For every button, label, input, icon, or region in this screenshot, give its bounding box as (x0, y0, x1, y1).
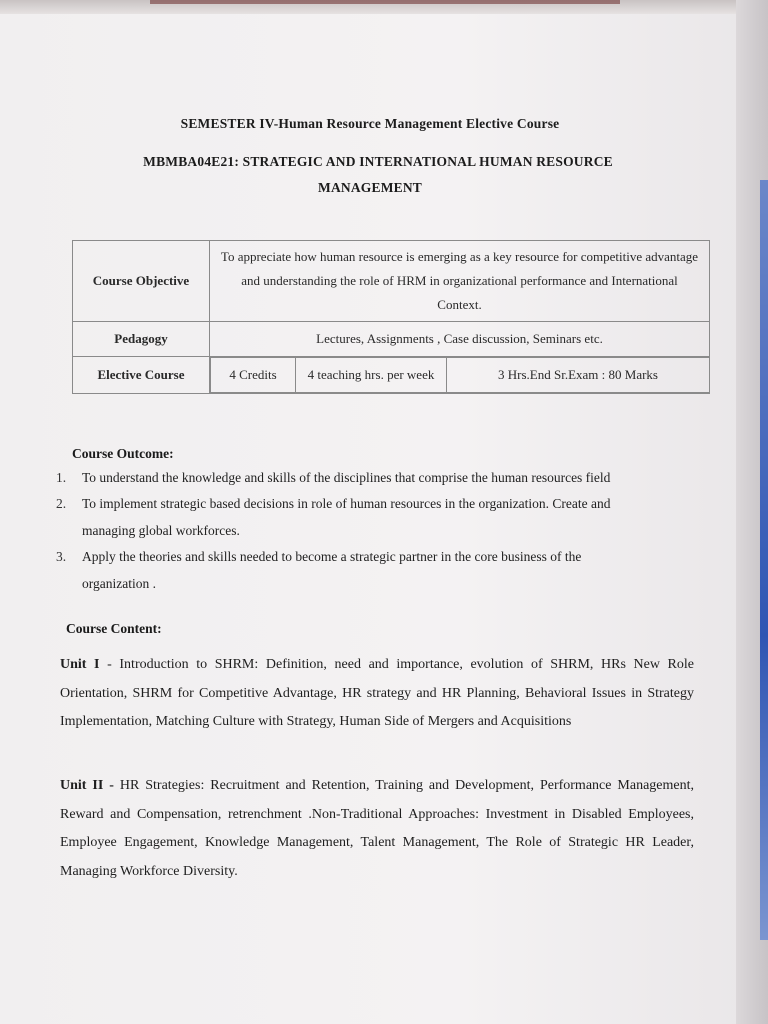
unit-paragraph (60, 651, 694, 737)
blue-cover-strip (760, 180, 768, 940)
unit-label: Unit II - (60, 778, 114, 793)
objective-text: To appreciate how human resource is emerging as a key resource for competitive advantage and understanding the role of HRM in organizational performance and International Context. (210, 241, 710, 322)
pedagogy-text: Lectures, Assignments , Case discussion, Seminars etc. (210, 322, 710, 357)
teaching-hours-cell: 4 teaching hrs. per week (296, 358, 447, 393)
course-code-heading: MBMBA04E21: STRATEGIC AND INTERNATIONAL HUMAN RESOURCE (143, 154, 613, 169)
course-content-title: Course Content: (66, 621, 162, 636)
outcome-text: To understand the knowledge and skills of the disciplines that comprise the human resources field (82, 470, 611, 485)
elective-details (210, 357, 710, 394)
elective-label: Elective Course (73, 357, 210, 394)
outcome-text-continuation: managing global workforces. (82, 523, 240, 538)
outcome-number: 2. (56, 496, 67, 511)
unit-label: Unit I (60, 657, 100, 672)
unit-text: - Introduction to SHRM: Definition, need and importance, evolution of SHRM, HRs New Role Orientation, SHRM for Competitive Advantage, HR strategy and HR Planning, Behavioral Issues in Strategy Implementation, Matching Culture with Strategy, Human Side of Mergers and Acquisitions (60, 657, 694, 729)
credits-cell: 4 Credits (211, 358, 296, 393)
table-row (73, 322, 710, 357)
outcome-text-continuation: organization . (82, 576, 156, 591)
table-row (73, 241, 710, 322)
objective-label: Course Objective (73, 241, 210, 322)
outcome-number: 3. (56, 549, 67, 564)
course-info-table (72, 240, 710, 394)
outcome-item (56, 464, 720, 491)
outcome-item (56, 490, 720, 544)
outcome-number: 1. (56, 470, 67, 485)
table-row (73, 357, 710, 394)
course-title-continuation: MANAGEMENT (318, 180, 422, 195)
course-outcome-title: Course Outcome: (72, 446, 174, 461)
elective-details-table (210, 357, 709, 393)
exam-cell: 3 Hrs.End Sr.Exam : 80 Marks (447, 358, 710, 393)
unit-paragraph (60, 772, 694, 886)
outcome-item (56, 543, 720, 597)
pedagogy-label: Pedagogy (73, 322, 210, 357)
semester-heading: SEMESTER IV-Human Resource Management Elective Course (180, 116, 560, 131)
outcome-text: Apply the theories and skills needed to become a strategic partner in the core business of the (82, 549, 582, 564)
outcome-text: To implement strategic based decisions in role of human resources in the organization. Create and (82, 496, 611, 511)
unit-text: HR Strategies: Recruitment and Retention, Training and Development, Performance Management, Reward and Compensation, retrenchment .Non-Traditional Approaches: Investment in Disabled Employees, Employee Engagement, Knowledge Management, Talent Management, The Role of Strategic HR Leader, Managing Workforce Diversity. (60, 778, 694, 879)
